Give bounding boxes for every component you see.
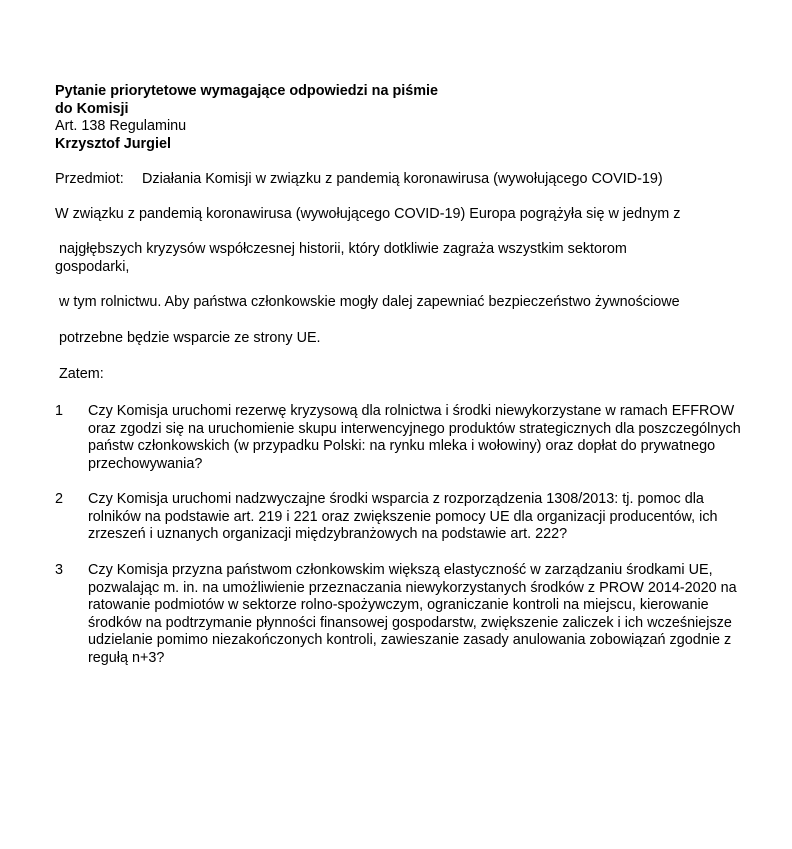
- paragraph-5: Zatem:: [55, 366, 104, 382]
- paragraph-1: W związku z pandemią koronawirusa (wywołującego COVID-19) Europa pogrążyła się w jednym z: [55, 206, 681, 222]
- subject-line: [55, 170, 663, 188]
- question-text: Czy Komisja uruchomi rezerwę kryzysową dla rolnictwa i środki niewykorzystane w ramach EFFROW oraz zgodzi się na uruchomienie skupu interwencyjnego produktów strategicznych dla poszczególnych państw członkowskich (w przypadku Polski: na rynku mleka i wołowiny) oraz dopłat do prywatnego przechowywania?: [88, 403, 741, 472]
- author-name: Krzysztof Jurgiel: [55, 135, 171, 152]
- rule-reference: Art. 138 Regulaminu: [55, 118, 187, 134]
- question-number: 1: [55, 403, 64, 419]
- document-title: Pytanie priorytetowe wymagające odpowiedzi na piśmie: [55, 83, 439, 99]
- paragraph-2: najgłębszych kryzysów współczesnej historii, który dotkliwie zagraża wszystkim sektorom gospodarki,: [55, 241, 631, 275]
- question-text: Czy Komisja przyzna państwom członkowskim większą elastyczność w zarządzaniu środkami UE, pozwalając m. in. na umożliwienie przeznaczania niewykorzystanych środków z PROW 2014-2020 na ratowanie podmiotów w sektorze rolno-spożywczym, ograniczanie kontroli na miejscu, kierowanie środków na podtrzymanie płynności finansowej gospodarstw, zwiększenie zaliczek i ich wcześniejsze udzielanie pomimo niezakończonych kontroli, zawieszanie zasady anulowania zobowiązań zgodnie z regułą n+3?: [88, 562, 737, 666]
- document-page: [55, 83, 755, 666]
- question-number: 3: [55, 562, 64, 578]
- subject-label: Przedmiot:: [55, 171, 124, 187]
- paragraph-3: w tym rolnictwu. Aby państwa członkowskie mogły dalej zapewniać bezpieczeństwo żywnościowe: [55, 294, 680, 310]
- question-number: 2: [55, 491, 64, 507]
- subject-text: Działania Komisji w związku z pandemią koronawirusa (wywołującego COVID-19): [142, 171, 663, 187]
- paragraph-4: potrzebne będzie wsparcie ze strony UE.: [55, 330, 321, 346]
- question-text: Czy Komisja uruchomi nadzwyczajne środki wsparcia z rozporządzenia 1308/2013: tj. pomoc dla rolników na podstawie art. 219 i 221 oraz zwiększenie pomocy UE dla organizacji producentów, ich zrzeszeń i uznanych organizacji międzybranżowych na podstawie art. 222?: [88, 491, 718, 543]
- addressee: do Komisji: [55, 100, 129, 117]
